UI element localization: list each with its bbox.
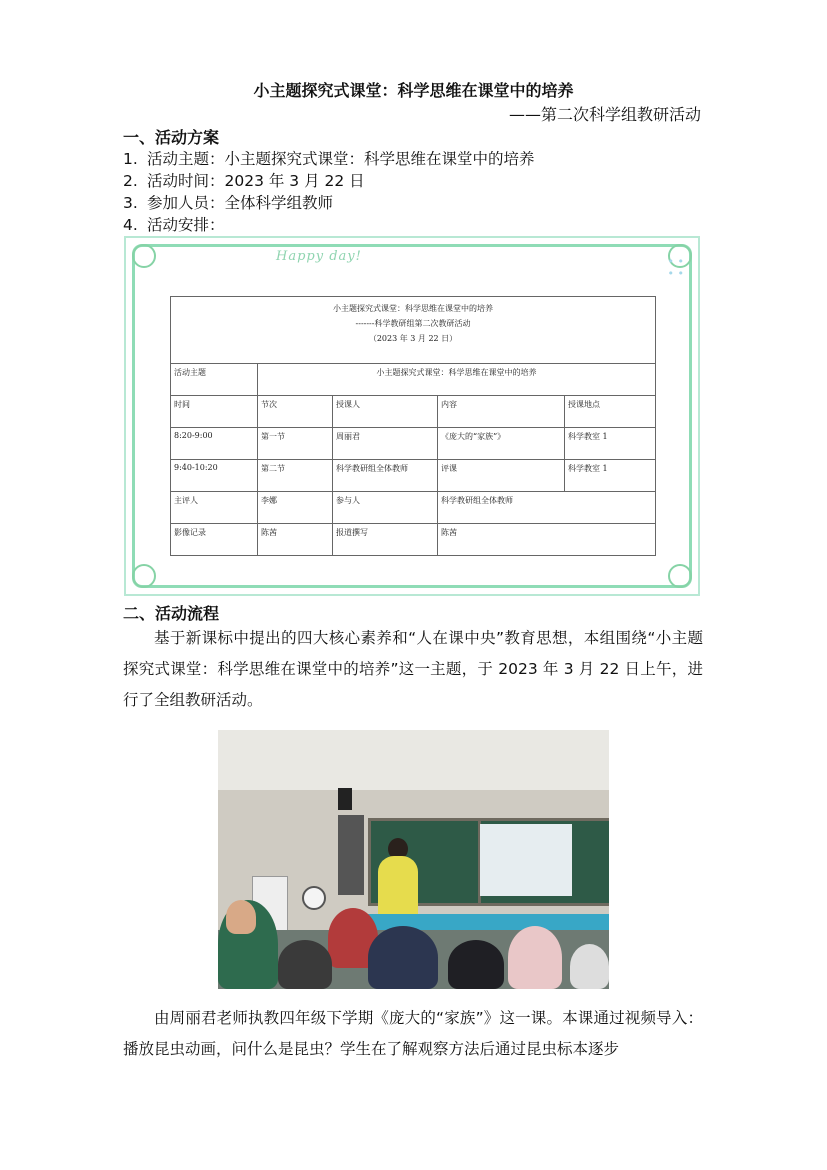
table-cell: 科学教研组全体教师: [333, 460, 438, 492]
clock-icon: [302, 886, 326, 910]
table-cell: 9:40-10:20: [171, 460, 258, 492]
plan-item-text: 活动主题：小主题探究式课堂：科学思维在课堂中的培养: [147, 150, 535, 168]
vine-corner-icon: [132, 244, 156, 268]
column-header: 时间: [171, 396, 258, 428]
table-cell: 8:20-9:00: [171, 428, 258, 460]
section-heading-plan: 一、活动方案: [123, 128, 220, 147]
table-cell: 第二节: [258, 460, 333, 492]
schedule-header: [171, 297, 656, 364]
table-cell: 影像记录: [171, 524, 258, 556]
column-header: 授课人: [333, 396, 438, 428]
plan-item: [123, 213, 225, 235]
projection-screen: [480, 824, 572, 896]
raindrops-icon: • • • •: [667, 255, 684, 280]
table-cell: 科学教室 1: [565, 460, 656, 492]
student-figure: [570, 944, 609, 989]
table-cell: 李娜: [258, 492, 333, 524]
table-cell: 参与人: [333, 492, 438, 524]
plan-item-text: 活动时间：2023 年 3 月 22 日: [147, 172, 365, 190]
column-header: 节次: [258, 396, 333, 428]
photo-ceiling: [218, 730, 609, 790]
plan-item-text: 参加人员：全体科学组教师: [147, 194, 334, 212]
teacher-figure: [378, 856, 418, 918]
schedule-image: [124, 236, 700, 596]
table-cell: 第一节: [258, 428, 333, 460]
plan-item: [123, 191, 333, 213]
column-header: 授课地点: [565, 396, 656, 428]
speaker-icon: [338, 788, 352, 810]
plan-item-number: 4.: [123, 216, 138, 234]
plan-item-number: 3.: [123, 194, 138, 212]
column-header: 内容: [438, 396, 565, 428]
student-figure: [278, 940, 332, 989]
document-title: 小主题探究式课堂：科学思维在课堂中的培养: [253, 81, 574, 100]
table-row: [171, 460, 656, 492]
plan-item-text: 活动安排：: [147, 216, 225, 234]
plan-item: [123, 169, 365, 191]
table-cell: 科学教室 1: [565, 428, 656, 460]
table-cell: 周丽君: [333, 428, 438, 460]
document-subtitle: ——第二次科学组教研活动: [508, 105, 701, 124]
vine-corner-icon: [668, 564, 692, 588]
student-head: [226, 900, 256, 934]
table-cell: 陈茜: [258, 524, 333, 556]
table-cell: 科学教研组全体教师: [438, 492, 656, 524]
student-figure: [508, 926, 562, 989]
table-row: [171, 524, 656, 556]
vine-corner-icon: [132, 564, 156, 588]
table-cell: 报道撰写: [333, 524, 438, 556]
decor-lettering: Happy day!: [276, 249, 362, 264]
cabinet: [338, 815, 364, 895]
table-cell: 活动主题: [171, 364, 258, 396]
paragraph: 由周丽君老师执教四年级下学期《庞大的“家族”》这一课。本课通过视频导入：播放昆虫动画，问什么是昆虫？学生在了解观察方法后通过昆虫标本逐步: [123, 1009, 703, 1058]
table-cell: 评课: [438, 460, 565, 492]
table-row: [171, 428, 656, 460]
table-row: [171, 492, 656, 524]
paragraph: 基于新课标中提出的四大核心素养和“人在课中央”教育思想，本组围绕“小主题探究式课堂：科学思维在课堂中的培养”这一主题，于 2023 年 3 月 22 日上午，进行了全组教研活动。: [123, 629, 703, 709]
schedule-table: [170, 296, 656, 556]
schedule-header-subtitle: -------科学教研组第二次教研活动: [355, 319, 471, 328]
table-cell: 陈茜: [438, 524, 656, 556]
classroom-photo: [218, 730, 609, 989]
plan-item: [123, 147, 535, 169]
section-heading-process: 二、活动流程: [123, 604, 220, 623]
schedule-header-date: （2023 年 3 月 22 日）: [368, 334, 458, 343]
table-cell: 主评人: [171, 492, 258, 524]
table-cell: 小主题探究式课堂：科学思维在课堂中的培养: [258, 364, 656, 396]
student-figure: [448, 940, 504, 989]
plan-item-number: 2.: [123, 172, 138, 190]
student-figure: [368, 926, 438, 989]
schedule-header-title: 小主题探究式课堂：科学思维在课堂中的培养: [333, 304, 493, 313]
table-cell: 《庞大的“家族”》: [438, 428, 565, 460]
plan-item-number: 1.: [123, 150, 138, 168]
